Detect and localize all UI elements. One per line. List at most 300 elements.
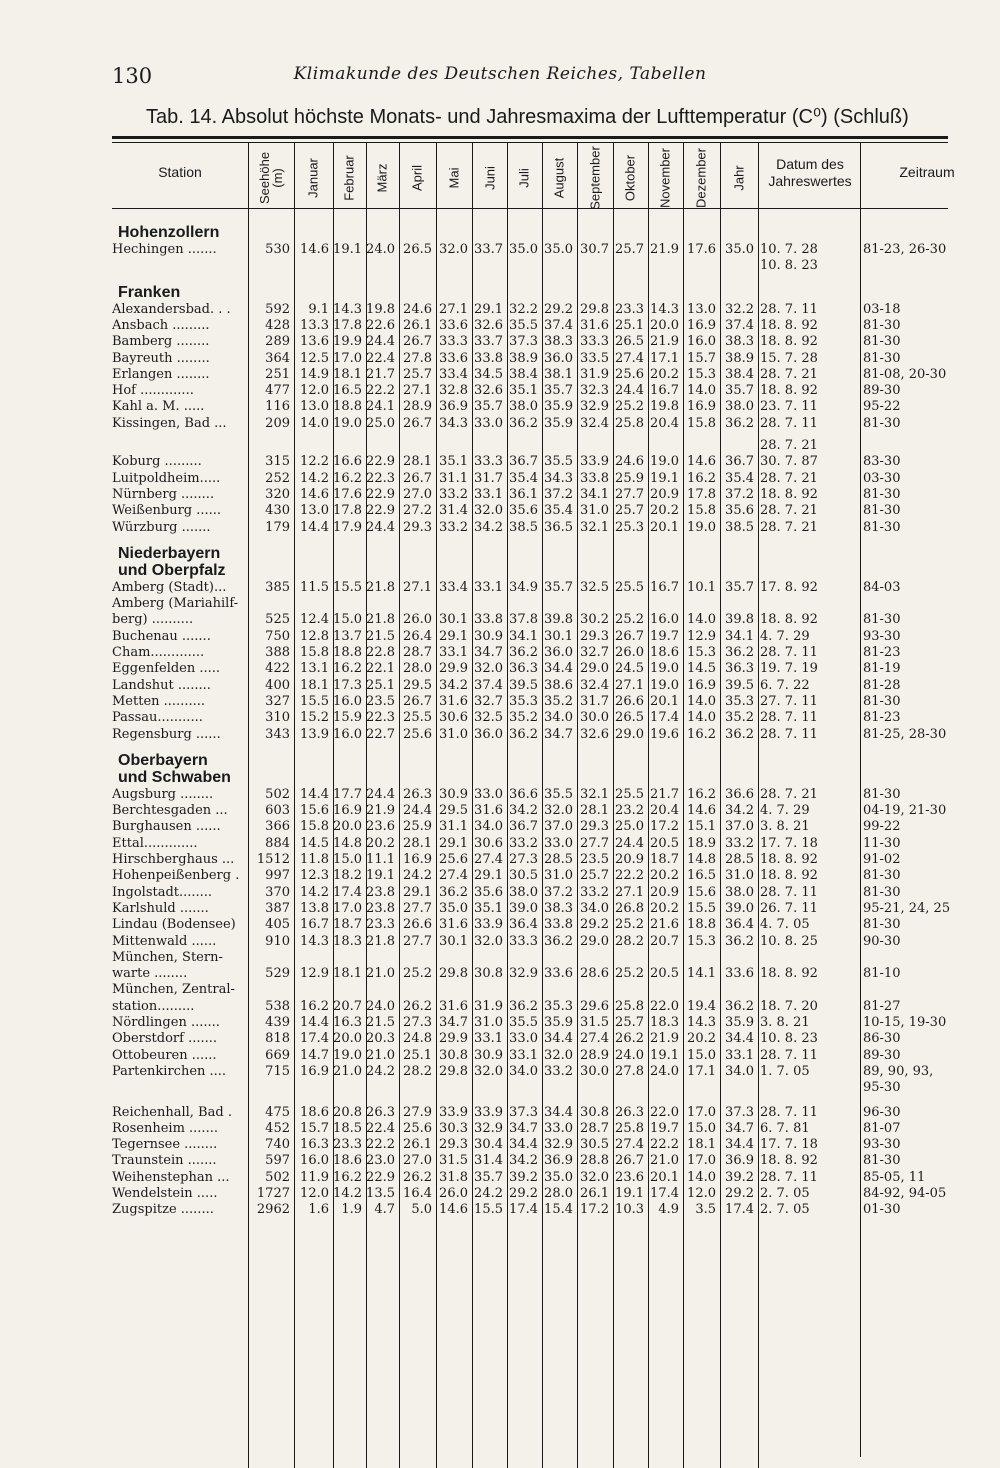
month-max-cell: 32.7 [580,645,609,660]
month-max-cell: 26.0 [403,612,432,628]
year-max-cell: 38.0 [725,399,754,415]
header-month: Juni [482,166,498,190]
elevation-cell: 884 [265,835,290,851]
month-max-cell: 22.8 [366,645,395,660]
month-max-cell: 29.1 [474,301,503,317]
station-name: Tegernsee ........ [112,1137,218,1153]
station-name: Passau........... [112,710,203,726]
month-max-cell: 18.7 [333,917,362,933]
month-max-cell: 38.5 [509,519,538,535]
month-max-cell: 34.7 [439,1015,468,1030]
year-max-cell: 34.2 [725,803,754,819]
year-max-cell: 33.2 [725,835,754,851]
month-max-cell: 22.7 [366,726,395,742]
period-cell: 84-92, 94-05 [863,1186,947,1201]
month-max-cell: 20.2 [650,900,679,916]
header-month: August [551,157,567,199]
month-max-cell: 30.0 [580,710,609,726]
month-max-cell: 21.9 [650,1031,679,1047]
table-row [0,867,1000,884]
month-max-cell: 29.1 [439,628,468,644]
month-max-cell: 27.4 [474,852,503,867]
month-max-cell: 17.4 [509,1202,538,1218]
station-name: München, Stern- [112,949,223,965]
month-max-cell: 14.2 [300,884,329,900]
month-max-cell: 33.0 [474,415,503,431]
year-max-cell: 36.6 [725,786,754,802]
month-max-cell: 36.0 [474,726,503,742]
month-max-cell: 19.1 [366,868,395,884]
month-max-cell: 14.4 [300,519,329,535]
table-row [0,350,1000,367]
month-max-cell: 26.3 [403,786,432,802]
month-max-cell: 16.2 [687,786,716,802]
table-row [0,579,1000,596]
month-max-cell: 33.0 [544,835,573,851]
month-max-cell: 13.9 [300,726,329,742]
elevation-cell: 179 [265,519,290,535]
month-max-cell: 22.9 [366,1169,395,1185]
month-max-cell: 14.1 [687,966,716,982]
month-max-cell: 15.9 [333,710,362,726]
month-max-cell: 19.0 [650,454,679,470]
month-max-cell: 27.8 [403,350,432,366]
month-max-cell: 19.1 [650,470,679,486]
month-max-cell: 13.7 [333,628,362,644]
year-max-cell: 39.0 [725,900,754,916]
month-max-cell: 24.0 [366,242,395,257]
table-row [0,818,1000,835]
month-max-cell: 13.3 [300,317,329,333]
year-max-cell: 36.7 [725,454,754,470]
month-max-cell: 14.4 [300,1015,329,1030]
month-max-cell: 26.8 [615,900,644,916]
month-max-cell: 16.9 [687,317,716,333]
month-max-cell: 21.5 [366,1015,395,1030]
month-max-cell: 33.3 [580,334,609,350]
month-max-cell: 34.0 [580,900,609,916]
month-max-cell: 39.0 [509,900,538,916]
month-max-cell: 16.9 [333,803,362,819]
elevation-cell: 1512 [256,852,290,867]
month-max-cell: 21.8 [366,579,395,595]
month-max-cell: 32.9 [580,399,609,415]
station-name: Ingolstadt........ [112,884,213,900]
table-row [0,1079,1000,1096]
date-cell: 4. 7. 05 [760,917,810,933]
section-heading: und Oberpfalz [118,561,226,579]
elevation-cell: 343 [265,726,290,742]
month-max-cell: 26.6 [403,917,432,933]
month-max-cell: 31.8 [439,1169,468,1185]
month-max-cell: 30.5 [509,868,538,884]
month-max-cell: 28.1 [580,803,609,819]
month-max-cell: 25.0 [366,415,395,431]
month-max-cell: 28.6 [580,966,609,982]
period-cell: 81-30 [863,693,901,709]
month-max-cell: 32.1 [580,519,609,535]
period-cell: 81-30 [863,503,901,519]
month-max-cell: 26.5 [615,334,644,350]
month-max-cell: 29.2 [580,917,609,933]
month-max-cell: 29.3 [580,628,609,644]
month-max-cell: 24.4 [366,334,395,350]
period-cell: 95-22 [863,399,901,415]
month-max-cell: 25.6 [615,366,644,382]
date-cell: 3. 8. 21 [760,1015,810,1030]
month-max-cell: 14.0 [687,693,716,709]
date-cell: 28. 7. 11 [760,726,818,742]
month-max-cell: 17.2 [580,1202,609,1218]
month-max-cell: 11.8 [300,852,329,867]
month-max-cell: 16.0 [333,693,362,709]
month-max-cell: 36.2 [544,933,573,949]
period-cell: 81-30 [863,317,901,333]
month-max-cell: 33.0 [474,786,503,802]
year-max-cell: 37.3 [725,1104,754,1120]
elevation-cell: 529 [265,966,290,982]
station-name: Mittenwald ...... [112,933,217,949]
month-max-cell: 16.6 [333,454,362,470]
month-max-cell: 33.1 [509,1047,538,1063]
year-max-cell: 34.0 [725,1063,754,1079]
month-max-cell: 32.0 [474,503,503,519]
month-max-cell: 15.3 [687,645,716,660]
month-max-cell: 32.9 [474,1120,503,1136]
month-max-cell: 31.4 [439,503,468,519]
month-max-cell: 16.0 [300,1153,329,1169]
period-cell: 81-23 [863,645,901,660]
month-max-cell: 14.0 [687,383,716,399]
elevation-cell: 387 [265,900,290,916]
month-max-cell: 14.0 [687,1169,716,1185]
month-max-cell: 20.0 [333,1031,362,1047]
month-max-cell: 34.1 [509,628,538,644]
month-max-cell: 22.3 [366,470,395,486]
elevation-cell: 603 [265,803,290,819]
elevation-cell: 428 [265,317,290,333]
month-max-cell: 36.9 [544,1153,573,1169]
month-max-cell: 23.3 [366,917,395,933]
month-max-cell: 26.0 [439,1186,468,1201]
period-cell: 04-19, 21-30 [863,803,947,819]
date-cell: 18. 8. 92 [760,966,818,982]
table-row [0,1120,1000,1137]
month-max-cell: 29.1 [439,835,468,851]
month-max-cell: 31.1 [439,470,468,486]
elevation-cell: 740 [265,1137,290,1153]
date-cell: 10. 8. 23 [760,1031,818,1047]
month-max-cell: 26.1 [403,1137,432,1153]
period-cell: 81-30 [863,334,901,350]
station-name: Bayreuth ........ [112,350,210,366]
header-month: November [657,148,673,208]
date-cell: 28. 7. 11 [760,884,818,900]
month-max-cell: 24.4 [366,786,395,802]
month-max-cell: 33.6 [439,317,468,333]
station-name: Karlshuld ....... [112,900,209,916]
month-max-cell: 17.4 [650,710,679,726]
elevation-cell: 439 [265,1015,290,1030]
month-max-cell: 35.5 [544,454,573,470]
month-max-cell: 16.9 [687,677,716,693]
station-name: Hirschberghaus ... [112,852,235,867]
month-max-cell: 25.1 [403,1047,432,1063]
month-max-cell: 29.5 [403,677,432,693]
date-cell: 6. 7. 81 [760,1120,810,1136]
month-max-cell: 14.2 [300,470,329,486]
month-max-cell: 18.1 [333,966,362,982]
month-max-cell: 24.2 [403,868,432,884]
month-max-cell: 30.7 [580,242,609,257]
month-max-cell: 32.0 [474,1063,503,1079]
month-max-cell: 14.6 [300,486,329,502]
period-cell: 81-08, 20-30 [863,366,947,382]
month-max-cell: 26.0 [615,645,644,660]
month-max-cell: 31.6 [474,803,503,819]
month-max-cell: 24.0 [650,1063,679,1079]
month-max-cell: 22.4 [366,350,395,366]
month-max-cell: 39.8 [544,612,573,628]
month-max-cell: 18.3 [650,1015,679,1030]
month-max-cell: 18.6 [300,1104,329,1120]
month-max-cell: 14.7 [300,1047,329,1063]
date-cell: 18. 8. 92 [760,868,818,884]
month-max-cell: 26.6 [615,693,644,709]
month-max-cell: 30.1 [439,612,468,628]
table-row [0,502,1000,519]
section-heading: und Schwaben [118,768,231,786]
month-max-cell: 36.7 [509,454,538,470]
month-max-cell: 12.5 [300,350,329,366]
date-cell: 28. 7. 21 [760,503,818,519]
month-max-cell: 16.2 [333,1169,362,1185]
month-max-cell: 14.0 [687,710,716,726]
table-row [0,1201,1000,1218]
month-max-cell: 18.2 [333,868,362,884]
month-max-cell: 33.6 [439,350,468,366]
month-max-cell: 14.6 [439,1202,468,1218]
month-max-cell: 24.4 [615,835,644,851]
month-max-cell: 12.2 [300,454,329,470]
date-cell: 18. 7. 20 [760,998,818,1014]
month-max-cell: 27.1 [615,884,644,900]
month-max-cell: 34.0 [509,1063,538,1079]
month-max-cell: 32.8 [439,383,468,399]
station-name: Kahl a. M. ..... [112,399,205,415]
running-head: Klimakunde des Deutschen Reiches, Tabellen [293,64,707,84]
header-month: Mai [446,167,462,189]
table-row [0,644,1000,661]
month-max-cell: 35.7 [544,579,573,595]
month-max-cell: 20.0 [333,819,362,835]
month-max-cell: 27.3 [509,852,538,867]
station-name: Weihenstephan ... [112,1169,230,1185]
station-name: Amberg (Mariahilf- [112,596,239,612]
month-max-cell: 39.5 [509,677,538,693]
date-cell: 28. 7. 21 [760,366,818,382]
elevation-cell: 502 [265,1169,290,1185]
header-month: Oktober [622,154,638,202]
month-max-cell: 32.0 [474,933,503,949]
date-cell: 19. 7. 19 [760,661,818,677]
month-max-cell: 23.5 [366,693,395,709]
station-name: Burghausen ...... [112,819,221,835]
month-max-cell: 20.9 [650,884,679,900]
month-max-cell: 16.0 [650,612,679,628]
elevation-cell: 502 [265,786,290,802]
month-max-cell: 36.2 [439,884,468,900]
date-cell: 2. 7. 05 [760,1202,810,1218]
month-max-cell: 19.1 [615,1186,644,1201]
table-row [0,382,1000,399]
month-max-cell: 33.2 [580,884,609,900]
year-max-cell: 36.2 [725,645,754,660]
month-max-cell: 38.1 [544,366,573,382]
month-max-cell: 16.3 [300,1137,329,1153]
month-max-cell: 16.9 [687,399,716,415]
month-max-cell: 23.8 [366,884,395,900]
year-max-cell: 39.5 [725,677,754,693]
month-max-cell: 31.1 [439,819,468,835]
month-max-cell: 29.0 [615,726,644,742]
elevation-cell: 997 [265,868,290,884]
month-max-cell: 17.4 [300,1031,329,1047]
year-max-cell: 37.2 [725,486,754,502]
month-max-cell: 25.9 [403,819,432,835]
period-cell: 10-15, 19-30 [863,1015,947,1030]
month-max-cell: 25.8 [615,1120,644,1136]
month-max-cell: 28.9 [403,399,432,415]
header-month: Juli [516,168,532,188]
month-max-cell: 34.3 [439,415,468,431]
month-max-cell: 35.7 [474,399,503,415]
month-max-cell: 17.8 [333,317,362,333]
month-max-cell: 34.2 [439,677,468,693]
month-max-cell: 14.9 [300,366,329,382]
month-max-cell: 23.6 [366,819,395,835]
date-cell: 10. 7. 28 [760,242,818,257]
month-max-cell: 27.8 [615,1063,644,1079]
month-max-cell: 12.3 [300,868,329,884]
month-max-cell: 14.3 [650,301,679,317]
month-max-cell: 14.4 [300,786,329,802]
month-max-cell: 38.0 [509,884,538,900]
table-row [0,611,1000,628]
year-max-cell: 35.4 [725,470,754,486]
month-max-cell: 17.0 [687,1153,716,1169]
month-max-cell: 28.8 [580,1153,609,1169]
header-month: Februar [341,155,357,201]
month-max-cell: 17.1 [650,350,679,366]
station-name: Amberg (Stadt)... [112,579,227,595]
elevation-cell: 327 [265,693,290,709]
month-max-cell: 19.7 [650,628,679,644]
month-max-cell: 34.4 [544,1031,573,1047]
date-cell: 28. 7. 11 [760,1169,818,1185]
month-max-cell: 24.2 [366,1063,395,1079]
year-max-cell: 28.5 [725,852,754,867]
month-max-cell: 15.5 [300,693,329,709]
station-name: Bamberg ........ [112,334,210,350]
month-max-cell: 33.1 [474,1031,503,1047]
elevation-cell: 251 [265,366,290,382]
month-max-cell: 15.5 [333,579,362,595]
month-max-cell: 29.9 [439,661,468,677]
month-max-cell: 32.0 [544,803,573,819]
month-max-cell: 20.0 [650,317,679,333]
period-cell: 81-30 [863,868,901,884]
month-max-cell: 32.5 [474,710,503,726]
month-max-cell: 28.7 [580,1120,609,1136]
month-max-cell: 25.2 [615,399,644,415]
month-max-cell: 32.3 [580,383,609,399]
month-max-cell: 20.4 [650,415,679,431]
month-max-cell: 28.0 [403,661,432,677]
month-max-cell: 23.6 [615,1169,644,1185]
month-max-cell: 26.3 [366,1104,395,1120]
month-max-cell: 36.4 [509,917,538,933]
month-max-cell: 26.1 [403,317,432,333]
month-max-cell: 35.6 [474,884,503,900]
month-max-cell: 32.0 [544,1047,573,1063]
month-max-cell: 22.9 [366,486,395,502]
month-max-cell: 33.9 [474,1104,503,1120]
year-max-cell: 36.3 [725,661,754,677]
month-max-cell: 26.7 [403,693,432,709]
month-max-cell: 24.5 [615,661,644,677]
month-max-cell: 29.8 [580,301,609,317]
month-max-cell: 35.0 [544,1169,573,1185]
table-row [0,519,1000,536]
period-cell: 96-30 [863,1104,901,1120]
table-row [0,786,1000,803]
month-max-cell: 32.0 [439,242,468,257]
month-max-cell: 20.5 [650,835,679,851]
date-cell: 15. 7. 28 [760,350,818,366]
month-max-cell: 29.8 [439,1063,468,1079]
month-max-cell: 32.9 [509,966,538,982]
station-name: Koburg ......... [112,454,202,470]
month-max-cell: 25.5 [615,786,644,802]
month-max-cell: 33.3 [509,933,538,949]
table-row [0,301,1000,318]
station-name: Alexandersbad. . . [112,301,231,317]
year-max-cell: 35.9 [725,1015,754,1030]
period-cell: 81-30 [863,884,901,900]
station-name: Regensburg ...... [112,726,221,742]
date-cell: 28. 7. 21 [760,786,818,802]
date-cell: 27. 7. 11 [760,693,818,709]
month-max-cell: 31.7 [580,693,609,709]
month-max-cell: 29.9 [439,1031,468,1047]
month-max-cell: 31.7 [474,470,503,486]
month-max-cell: 21.9 [650,242,679,257]
date-cell: 18. 8. 92 [760,612,818,628]
month-max-cell: 15.8 [687,503,716,519]
month-max-cell: 15.0 [687,1120,716,1136]
month-max-cell: 35.9 [544,399,573,415]
period-cell: 81-23 [863,710,901,726]
year-max-cell: 31.0 [725,868,754,884]
month-max-cell: 17.6 [333,486,362,502]
year-max-cell: 34.4 [725,1031,754,1047]
month-max-cell: 20.8 [333,1104,362,1120]
station-name: Nördlingen ....... [112,1015,220,1030]
month-max-cell: 13.0 [300,399,329,415]
month-max-cell: 21.0 [333,1063,362,1079]
month-max-cell: 13.8 [300,900,329,916]
